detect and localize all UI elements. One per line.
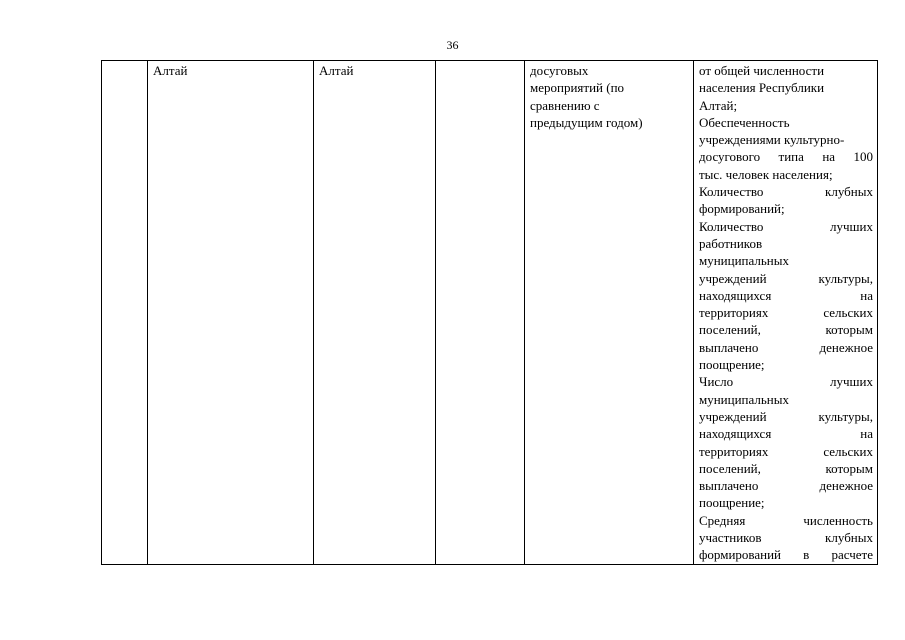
- table-cell-responsible: Алтай: [314, 61, 436, 565]
- indicator-list-line: Число лучших: [699, 374, 873, 390]
- page-number: 36: [446, 38, 459, 52]
- indicator-list-line: формирований в расчете: [699, 547, 873, 563]
- indicator-list-line: участников клубных: [699, 530, 873, 546]
- table-cell-indicator-list: [694, 61, 878, 565]
- indicator-list-line: Обеспеченность: [699, 114, 790, 130]
- indicator-list-line: находящихся на: [699, 287, 873, 303]
- indicator-list-line: Количество клубных: [699, 184, 873, 200]
- table-row: [102, 61, 878, 565]
- indicator-list-line: муниципальных: [699, 391, 790, 407]
- indicator-list-line: формирований;: [699, 201, 785, 217]
- indicator-list-line: выплачено денежное: [699, 339, 873, 355]
- indicator-line: досуговых: [530, 63, 589, 78]
- indicator-list-line: Средняя численность: [699, 512, 873, 528]
- indicator-list-line: поселений, которым: [699, 460, 873, 476]
- table-cell-empty: [436, 61, 525, 565]
- table-cell-number: [102, 61, 148, 565]
- indicator-list-line: выплачено денежное: [699, 478, 873, 494]
- indicator-line: сравнению с: [530, 97, 600, 113]
- indicator-list-line: муниципальных: [699, 253, 790, 269]
- indicator-list-line: тыс. человек населения;: [699, 166, 833, 182]
- indicator-list-line: от общей численности: [699, 63, 825, 78]
- indicator-line: мероприятий (по: [530, 80, 625, 96]
- indicator-list-line: учреждений культуры,: [699, 270, 873, 286]
- indicator-list-line: территориях сельских: [699, 443, 873, 459]
- indicator-list-line: Алтай;: [699, 97, 738, 113]
- indicator-list-line: учреждений культуры,: [699, 408, 873, 424]
- indicator-list-line: находящихся на: [699, 426, 873, 442]
- indicator-list-line: учреждениями культурно-: [699, 132, 845, 148]
- indicator-list-line: территориях сельских: [699, 305, 873, 321]
- indicator-list-line: поощрение;: [699, 357, 765, 373]
- indicator-list-line: досугового типа на 100: [699, 149, 873, 165]
- indicator-list-line: Количество лучших: [699, 218, 873, 234]
- indicator-list-line: поощрение;: [699, 495, 765, 511]
- indicator-list-line: населения Республики: [699, 80, 825, 96]
- indicator-list-line: работников: [699, 235, 763, 251]
- table-cell-region: Алтай: [148, 61, 314, 565]
- indicator-list-line: поселений, которым: [699, 322, 873, 338]
- indicator-line: предыдущим годом): [530, 114, 643, 130]
- document-table: [101, 60, 878, 565]
- table-cell-indicator: [525, 61, 694, 565]
